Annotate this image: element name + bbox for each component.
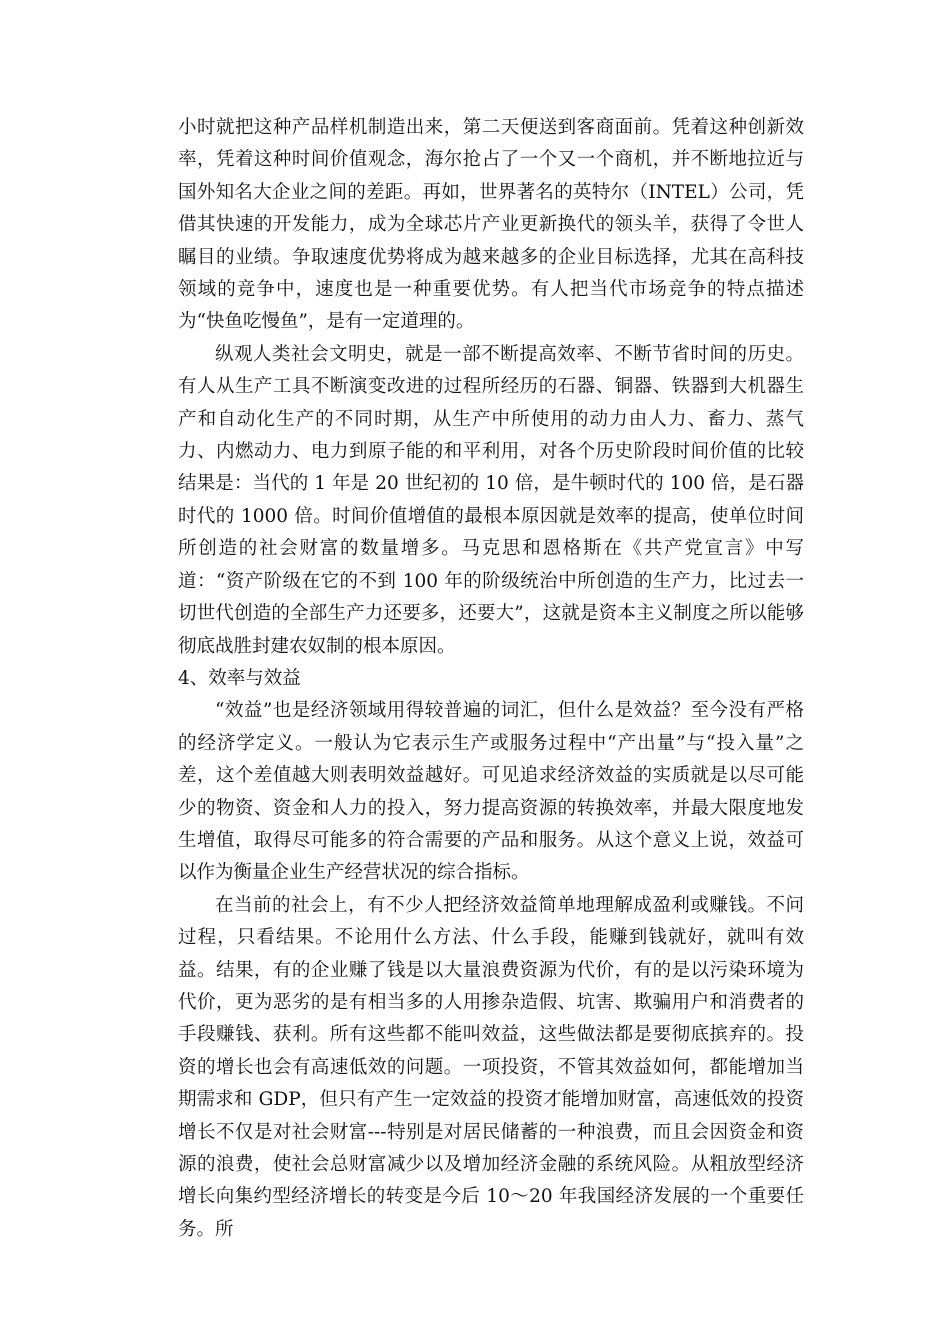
paragraph-benefit-misunderstanding: 在当前的社会上，有不少人把经济效益简单地理解成盈利或赚钱。不问过程，只看结果。不论用什么方法、什么手段，能赚到钱就好，就叫有效益。结果，有的企业赚了钱是以大量浪费资源为代价，有的是以污染环境为代价，更为恶劣的是有相当多的人用掺杂造假、坑害、欺骗用户和消费者的手段赚钱、获利。所有这些都不能叫效益，这些做法都是要彻底摈弃的。投资的增长也会有高速低效的问题。一项投资，不管其效益如何，都能增加当期需求和 GDP，但只有产生一定效益的投资才能增加财富，高速低效的投资增长不仅是对社会财富---特别是对居民储蓄的一种浪费，而且会因资金和资源的浪费，使社会总财富减少以及增加经济金融的系统风险。从粗放型经济增长向集约型经济增长的转变是今后 10～20 年我国经济发展的一个重要任务。所 bbox=[178, 894, 804, 1240]
section-heading: 4、效率与效益 bbox=[178, 667, 301, 689]
paragraph-benefit-definition: “效益”也是经济领域用得较普遍的词汇，但什么是效益？至今没有严格的经济学定义。一般认为它表示生产或服务过程中“产出量”与“投入量”之差，这个差值越大则表明效益越好。可见追求经济效益的实质就是以尽可能少的物资、资金和人力的投入，努力提高资源的转换效率，并最大限度地发生增值，取得尽可能多的符合需要的产品和服务。从这个意义上说，效益可以作为衡量企业生产经营状况的综合指标。 bbox=[178, 700, 804, 884]
document-body bbox=[178, 112, 804, 1246]
paragraph-history: 纵观人类社会文明史，就是一部不断提高效率、不断节省时间的历史。有人从生产工具不断演变改进的过程所经历的石器、铜器、铁器到大机器生产和自动化生产的不同时期，从生产中所使用的动力由人力、畜力、蒸气力、内燃动力、电力到原子能的和平利用，对各个历史阶段时间价值的比较结果是：当代的 1 年是 20 世纪初的 10 倍，是牛顿时代的 100 倍，是石器时代的 1000 倍。时间价值增值的最根本原因就是效率的提高，使单位时间所创造的社会财富的数量增多。马克思和恩格斯在《共产党宣言》中写道：“资产阶级在它的不到 100 年的阶级统治中所创造的生产力，比过去一切世代创造的全部生产力还要多，还要大”，这就是资本主义制度之所以能够彻底战胜封建农奴制的根本原因。 bbox=[178, 343, 804, 657]
paragraph-continued: 小时就把这种产品样机制造出来，第二天便送到客商面前。凭着这种创新效率，凭着这种时间价值观念，海尔抢占了一个又一个商机，并不断地拉近与国外知名大企业之间的差距。再如，世界著名的英特尔（INTEL）公司，凭借其快速的开发能力，成为全球芯片产业更新换代的领头羊，获得了令世人瞩目的业绩。争取速度优势将成为越来越多的企业目标选择，尤其在高科技领域的竞争中，速度也是一种重要优势。有人把当代市场竞争的特点描述为“快鱼吃慢鱼”，是有一定道理的。 bbox=[178, 117, 804, 333]
